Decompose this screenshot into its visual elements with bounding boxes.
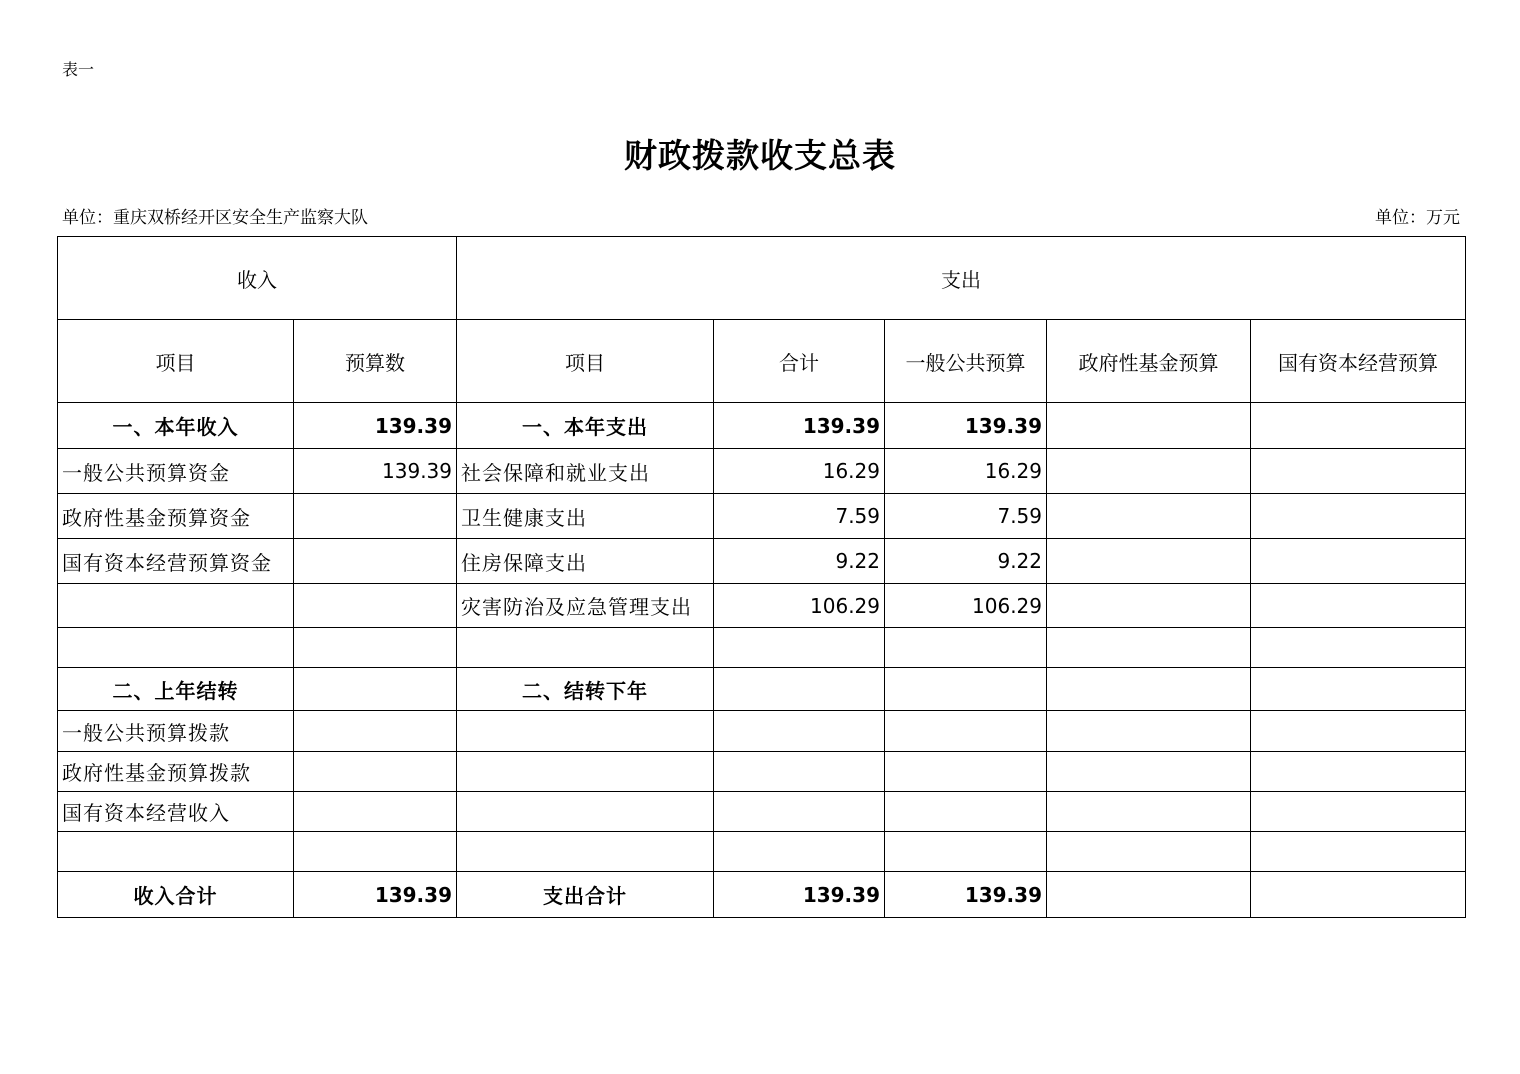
expense-fund xyxy=(1047,832,1251,872)
table-row xyxy=(58,403,1466,449)
expense-item xyxy=(457,832,714,872)
expense-general: 16.29 xyxy=(885,449,1047,494)
expense-state xyxy=(1251,832,1466,872)
expense-state xyxy=(1251,449,1466,494)
income-item: 一、本年收入 xyxy=(58,403,294,449)
expense-fund xyxy=(1047,711,1251,752)
income-item: 国有资本经营收入 xyxy=(58,792,294,832)
expense-item xyxy=(457,711,714,752)
expense-general: 9.22 xyxy=(885,539,1047,584)
col-state-capital-budget: 国有资本经营预算 xyxy=(1251,320,1466,403)
expense-item: 住房保障支出 xyxy=(457,539,714,584)
income-value xyxy=(294,711,457,752)
section-header-row xyxy=(58,237,1466,320)
income-value xyxy=(294,628,457,668)
col-fund-budget: 政府性基金预算 xyxy=(1047,320,1251,403)
expense-total xyxy=(714,628,885,668)
expense-state xyxy=(1251,403,1466,449)
expense-item: 社会保障和就业支出 xyxy=(457,449,714,494)
table-row xyxy=(58,494,1466,539)
table-row xyxy=(58,449,1466,494)
income-value xyxy=(294,668,457,711)
col-expense-item: 项目 xyxy=(457,320,714,403)
income-item: 政府性基金预算拨款 xyxy=(58,752,294,792)
expense-state xyxy=(1251,628,1466,668)
expense-fund xyxy=(1047,539,1251,584)
expense-fund xyxy=(1047,494,1251,539)
expense-total xyxy=(714,792,885,832)
budget-summary-table xyxy=(57,236,1466,918)
table-row-total xyxy=(58,872,1466,918)
expense-state xyxy=(1251,668,1466,711)
expense-fund xyxy=(1047,628,1251,668)
expense-item xyxy=(457,792,714,832)
expense-fund xyxy=(1047,792,1251,832)
table-row xyxy=(58,668,1466,711)
expense-total xyxy=(714,668,885,711)
expense-fund xyxy=(1047,449,1251,494)
expense-total xyxy=(714,752,885,792)
income-item xyxy=(58,832,294,872)
income-item: 一般公共预算资金 xyxy=(58,449,294,494)
expense-item: 卫生健康支出 xyxy=(457,494,714,539)
expense-item xyxy=(457,752,714,792)
table-label: 表一 xyxy=(62,60,95,79)
income-value xyxy=(294,539,457,584)
income-item: 国有资本经营预算资金 xyxy=(58,539,294,584)
expense-state xyxy=(1251,584,1466,628)
expense-fund xyxy=(1047,668,1251,711)
table-row xyxy=(58,711,1466,752)
expense-item xyxy=(457,628,714,668)
expense-state xyxy=(1251,711,1466,752)
expense-general: 106.29 xyxy=(885,584,1047,628)
table-row xyxy=(58,584,1466,628)
unit-organization: 单位：重庆双桥经开区安全生产监察大队 xyxy=(62,208,368,228)
expense-item: 二、结转下年 xyxy=(457,668,714,711)
income-item: 二、上年结转 xyxy=(58,668,294,711)
income-item: 政府性基金预算资金 xyxy=(58,494,294,539)
income-value xyxy=(294,584,457,628)
expense-state xyxy=(1251,539,1466,584)
expense-state xyxy=(1251,752,1466,792)
expense-state xyxy=(1251,494,1466,539)
expense-fund xyxy=(1047,752,1251,792)
expense-general: 139.39 xyxy=(885,403,1047,449)
expense-general xyxy=(885,628,1047,668)
income-value: 139.39 xyxy=(294,449,457,494)
expense-item: 一、本年支出 xyxy=(457,403,714,449)
expense-state-total xyxy=(1251,872,1466,918)
income-item xyxy=(58,628,294,668)
income-value xyxy=(294,792,457,832)
expense-total: 139.39 xyxy=(714,403,885,449)
income-total-value: 139.39 xyxy=(294,872,457,918)
table-row xyxy=(58,832,1466,872)
col-income-item: 项目 xyxy=(58,320,294,403)
expense-general-total: 139.39 xyxy=(885,872,1047,918)
expense-header: 支出 xyxy=(457,237,1466,320)
expense-state xyxy=(1251,792,1466,832)
income-total-label: 收入合计 xyxy=(58,872,294,918)
income-value xyxy=(294,752,457,792)
page-title: 财政拨款收支总表 xyxy=(624,136,896,175)
expense-general xyxy=(885,711,1047,752)
col-general-budget: 一般公共预算 xyxy=(885,320,1047,403)
expense-total xyxy=(714,711,885,752)
expense-general xyxy=(885,752,1047,792)
expense-total: 16.29 xyxy=(714,449,885,494)
expense-total: 106.29 xyxy=(714,584,885,628)
expense-fund-total xyxy=(1047,872,1251,918)
income-item xyxy=(58,584,294,628)
expense-general xyxy=(885,792,1047,832)
income-header: 收入 xyxy=(58,237,457,320)
income-value xyxy=(294,494,457,539)
expense-item: 灾害防治及应急管理支出 xyxy=(457,584,714,628)
expense-total-value: 139.39 xyxy=(714,872,885,918)
table-row xyxy=(58,792,1466,832)
expense-total-label: 支出合计 xyxy=(457,872,714,918)
unit-currency: 单位：万元 xyxy=(1375,208,1460,228)
income-item: 一般公共预算拨款 xyxy=(58,711,294,752)
table-row xyxy=(58,628,1466,668)
income-value xyxy=(294,832,457,872)
col-budget-amount: 预算数 xyxy=(294,320,457,403)
expense-fund xyxy=(1047,584,1251,628)
column-header-row xyxy=(58,320,1466,403)
expense-fund xyxy=(1047,403,1251,449)
expense-general xyxy=(885,668,1047,711)
expense-total xyxy=(714,832,885,872)
income-value: 139.39 xyxy=(294,403,457,449)
expense-general: 7.59 xyxy=(885,494,1047,539)
expense-total: 7.59 xyxy=(714,494,885,539)
expense-general xyxy=(885,832,1047,872)
table-row xyxy=(58,752,1466,792)
table-row xyxy=(58,539,1466,584)
expense-total: 9.22 xyxy=(714,539,885,584)
col-total: 合计 xyxy=(714,320,885,403)
